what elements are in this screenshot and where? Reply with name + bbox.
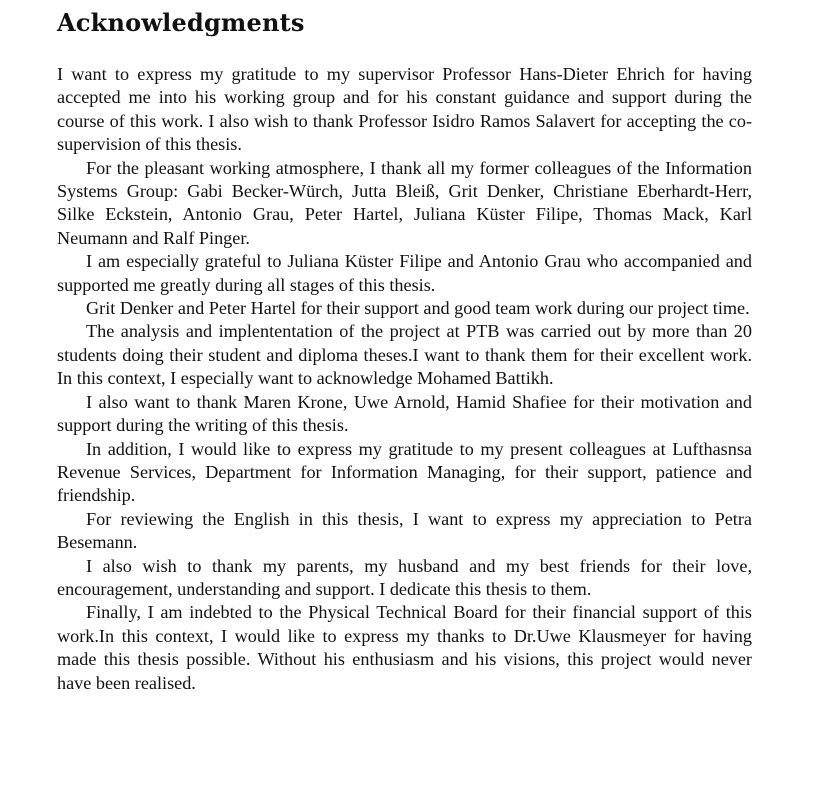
paragraph-3: I am especially grateful to Juliana Küster Filipe and Antonio Grau who accompanied and supported me greatly during all stages of this thesis. — [57, 251, 752, 295]
paragraph-2: For the pleasant working atmosphere, I thank all my former colleagues of the Information Systems Group: Gabi Becker-Würch, Jutta Bleiß, Grit Denker, Christiane Eberhardt-Herr, Silke Eckstein, Antonio Grau, Peter Hartel, Juliana Küster Filipe, Thomas Mack, Karl Neumann and Ralf Pinger. — [57, 157, 752, 248]
paragraph-4: Grit Denker and Peter Hartel for their support and good team work during our project time. — [86, 298, 750, 319]
paragraph-7: In addition, I would like to express my gratitude to my present colleagues at Lufthasnsa Revenue Services, Department for Information Managing, for their support, patience and friendship. — [57, 438, 752, 506]
paragraph-6: I also want to thank Maren Krone, Uwe Arnold, Hamid Shafiee for their motivation and support during the writing of this thesis. — [57, 391, 752, 436]
paragraph-9: I also wish to thank my parents, my husband and my best friends for their love, encouragement, understanding and support. I dedicate this thesis to them. — [57, 555, 752, 599]
page-title: Acknowledgments — [57, 8, 305, 37]
document-page — [57, 0, 752, 695]
paragraph-8: For reviewing the English in this thesis, I want to express my appreciation to Petra Besemann. — [57, 508, 752, 553]
paragraph-5: The analysis and implententation of the project at PTB was carried out by more than 20 students doing their student and diploma theses.I want to thank them for their excellent work. In this context, I especially want to acknowledge Mohamed Battikh. — [57, 321, 752, 389]
paragraph-10: Finally, I am indebted to the Physical Technical Board for their financial support of this work.In this context, I would like to express my thanks to Dr.Uwe Klausmeyer for having made this thesis possible. Without his enthusiasm and his visions, this project would never have been realised. — [57, 602, 752, 693]
paragraph-1: I want to express my gratitude to my supervisor Professor Hans-Dieter Ehrich for having accepted me into his working group and for his constant guidance and support during the course of this work. I also wish to thank Professor Isidro Ramos Salavert for accepting the co-supervision of this thesis. — [57, 64, 752, 155]
body-text — [57, 63, 752, 695]
